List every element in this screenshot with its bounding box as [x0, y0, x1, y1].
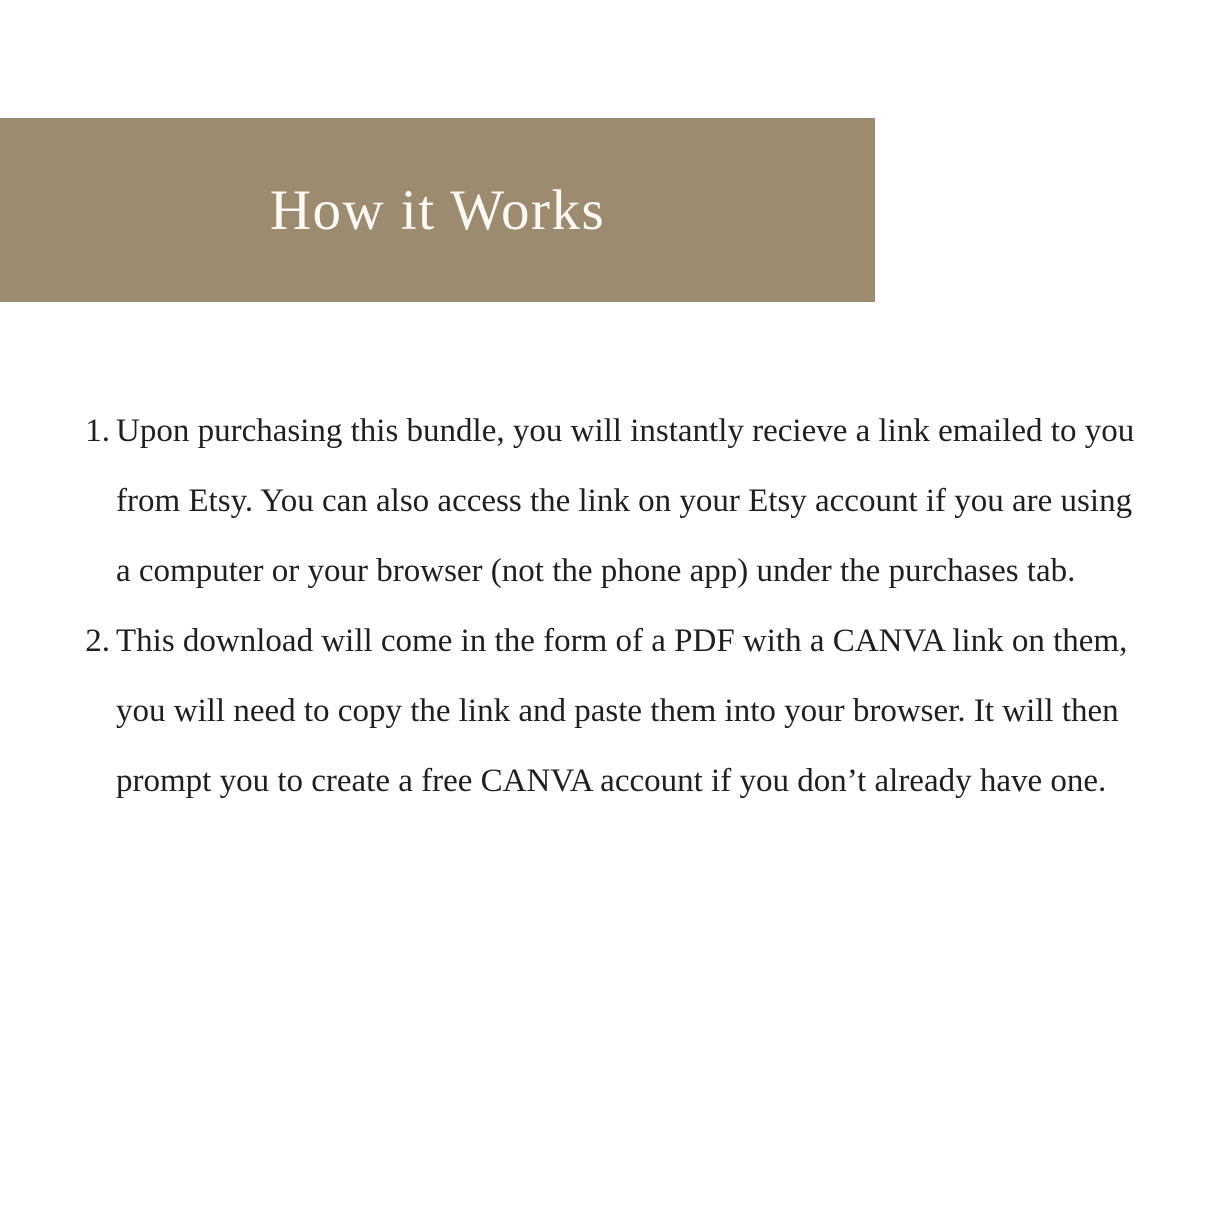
- list-item: [82, 606, 1147, 816]
- page-title: How it Works: [269, 178, 606, 242]
- list-item-number: 2.: [85, 623, 110, 659]
- title-banner: [0, 118, 875, 302]
- list-item-text: Upon purchasing this bundle, you will instantly recieve a link emailed to you from Etsy. You can also access the link on your Etsy account if you are using a computer or your browser (not the phone app) under the purchases tab.: [116, 413, 1135, 589]
- list-item: [82, 396, 1147, 606]
- list-item-text: This download will come in the form of a PDF with a CANVA link on them, you will need to copy the link and paste them into your browser. It will then prompt you to create a free CANVA account if you don’t already have one.: [116, 623, 1128, 799]
- instructions-list: [82, 396, 1147, 816]
- list-item-number: 1.: [85, 413, 110, 449]
